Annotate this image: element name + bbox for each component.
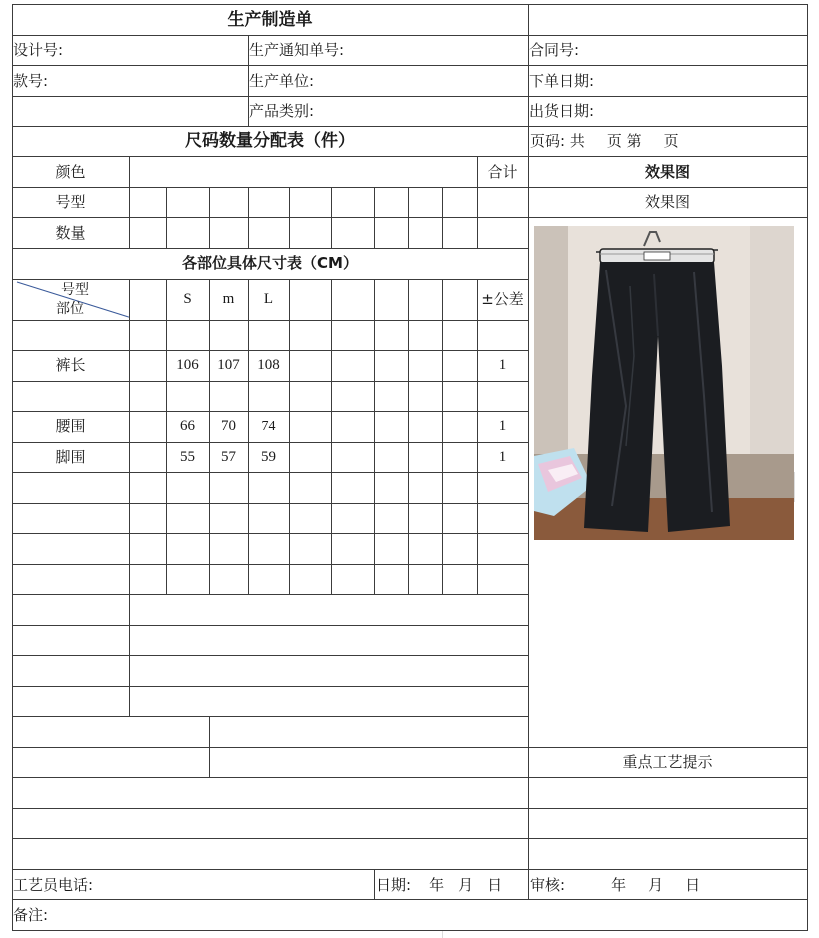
measure-value: 66	[180, 418, 195, 434]
measure-value: 57	[221, 448, 236, 465]
page-prefix: 页码: 共	[530, 132, 585, 150]
color-label: 颜色	[55, 162, 86, 181]
category-label: 产品类别:	[249, 101, 315, 120]
tech-phone-label: 工艺员电话:	[13, 875, 94, 894]
craft-tips-label: 重点工艺提示	[622, 753, 713, 771]
review-month-label: 月	[648, 875, 664, 894]
contract-no-label: 合同号:	[529, 41, 580, 59]
page-number	[528, 126, 807, 157]
measure-value: 108	[257, 357, 280, 373]
month-label: 月	[458, 875, 474, 894]
date-label: 日期:	[376, 875, 412, 894]
size-table-title: 各部位具体尺寸表（CM）	[182, 254, 358, 272]
total-label: 合计	[487, 162, 518, 181]
size-header-l: L	[263, 291, 274, 307]
page-mid: 页 第	[606, 132, 642, 150]
review-day-label: 日	[685, 875, 701, 894]
measure-value: 55	[180, 448, 195, 465]
notes-label: 备注:	[13, 905, 49, 924]
factory-label: 生产单位:	[249, 71, 315, 90]
design-no-label: 设计号:	[13, 41, 64, 59]
tolerance-value: 1	[498, 448, 507, 465]
measure-value: 74	[261, 418, 276, 434]
effect-title: 效果图	[644, 162, 690, 181]
notice-no-label: 生产通知单号:	[249, 41, 345, 59]
effect-subtitle: 效果图	[644, 193, 690, 211]
tolerance-label: ±公差	[481, 290, 524, 308]
measure-value: 59	[261, 448, 276, 465]
form-title: 生产制造单	[227, 9, 313, 30]
review-year-label: 年	[611, 875, 627, 894]
corner-top-label: 号型	[61, 282, 89, 298]
size-label: 号型	[55, 193, 86, 211]
year-label: 年	[429, 875, 445, 894]
style-no-label: 款号:	[13, 71, 49, 90]
review-label: 审核:	[530, 875, 566, 894]
tolerance-value: 1	[498, 357, 507, 373]
corner-bottom-label: 部位	[56, 301, 84, 317]
review-sign	[528, 870, 807, 900]
page-suffix: 页	[663, 132, 679, 150]
day-label: 日	[487, 875, 503, 894]
measure-value: 70	[221, 418, 236, 434]
size-header-m: m	[222, 291, 235, 307]
measure-value: 106	[176, 357, 199, 373]
sign-date	[375, 870, 528, 900]
effect-image	[534, 226, 794, 540]
tolerance-value: 1	[498, 418, 507, 434]
size-header-s: S	[183, 291, 192, 307]
qty-table-title: 尺码数量分配表（件）	[185, 131, 355, 151]
corner-header	[12, 279, 129, 320]
order-date-label: 下单日期:	[529, 71, 595, 90]
ship-date-label: 出货日期:	[529, 101, 595, 120]
part-label: 腰围	[55, 417, 86, 435]
part-label: 脚围	[55, 447, 86, 466]
measure-value: 107	[217, 357, 240, 373]
qty-label: 数量	[55, 223, 86, 242]
part-label: 裤长	[55, 356, 86, 374]
